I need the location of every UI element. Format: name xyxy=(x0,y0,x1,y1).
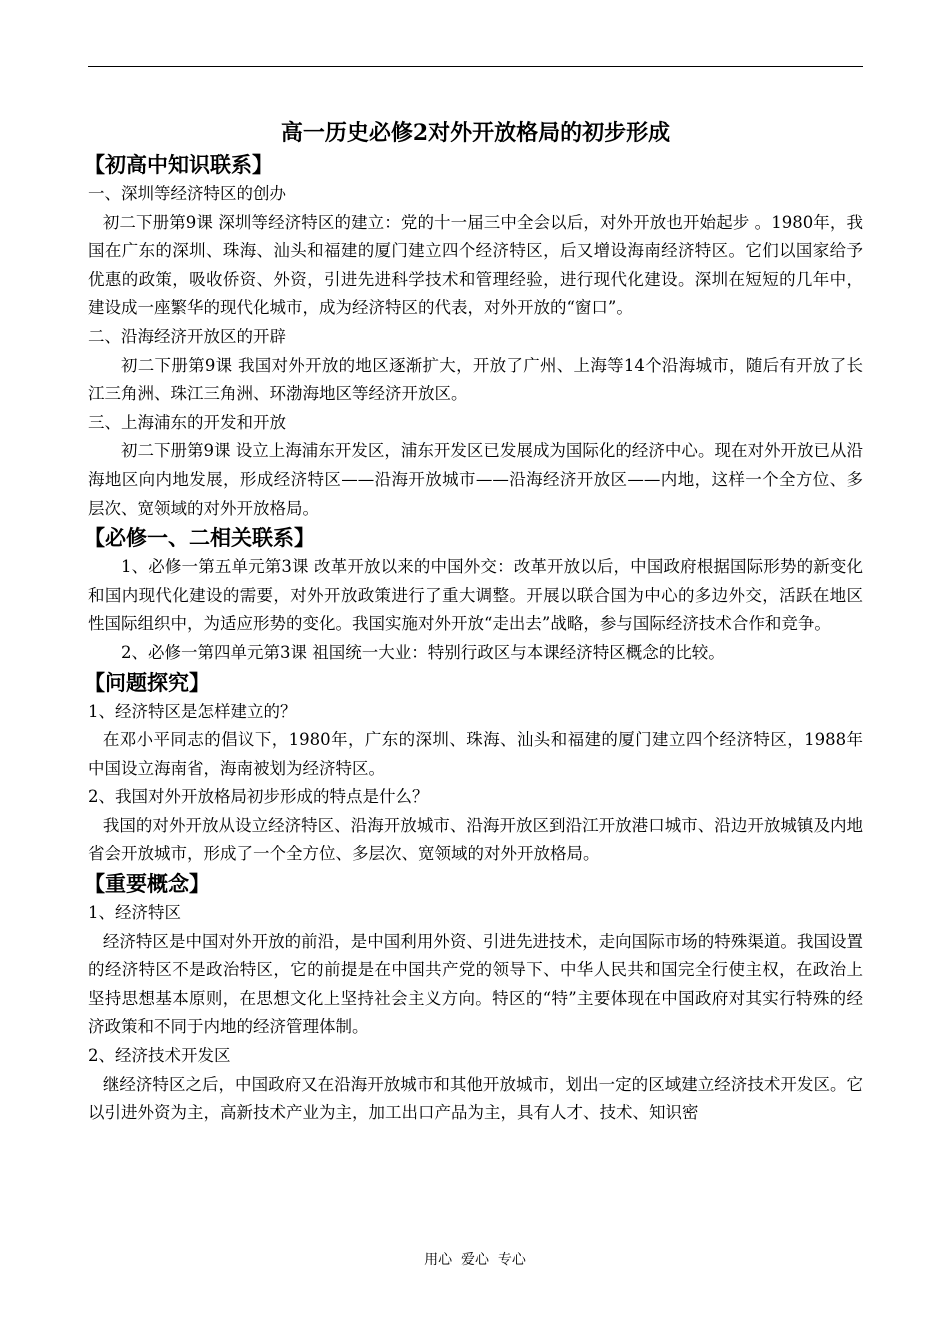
section-heading: 【必修一、二相关联系】 xyxy=(84,525,315,551)
item-text: 初二下册第9课 深圳等经济特区的建立：党的十一届三中全会以后，对外开放也开始起步 。1980年，我国在广东的深圳、珠海、汕头和福建的厦门建立四个经济特区，后又增设海南经济特区。它们以国家给予优惠的政策，吸收侨资、外资，引进先进科学技术和管理经验，进行现代化建设。深圳在短短的几年中，建设成一座繁华的现代化城市，成为经济特区的代表，对外开放的“窗口”。 xyxy=(88,212,863,318)
concept-text: 经济特区是中国对外开放的前沿，是中国利用外资、引进先进技术，走向国际市场的特殊渠道。我国设置的经济特区不是政治特区，它的前提是在中国共产党的领导下、中华人民共和国完全行使主权，在政治上坚持思想基本原则，在思想文化上坚持社会主义方向。特区的“特”主要体现在中国政府对其实行特殊的经济政策和不同于内地的经济管理体制。 xyxy=(88,931,863,1037)
item-label: 二、沿海经济开放区的开辟 xyxy=(88,326,286,346)
item-text: 初二下册第9课 我国对外开放的地区逐渐扩大，开放了广州、上海等14个沿海城市，随后有开放了长江三角洲、珠江三角洲、环渤海地区等经济开放区。 xyxy=(88,355,863,404)
item-label: 一、深圳等经济特区的创办 xyxy=(88,184,286,203)
concept-label: 2、经济技术开发区 xyxy=(88,1046,231,1066)
section-heading: 【重要概念】 xyxy=(84,871,210,897)
concept-label: 1、经济特区 xyxy=(88,903,181,923)
paragraph: 1、必修一第五单元第3课 改革开放以来的中国外交：改革开放以后，中国政府根据国际形势的新变化和国内现代化建设的需要，对外开放政策进行了重大调整。开展以联合国为中心的多边外交，活跃在地区性国际组织中，为适应形势的变化。我国实施对外开放“走出去”战略，参与国际经济技术合作和竞争。 xyxy=(88,557,863,634)
section-heading: 【问题探究】 xyxy=(84,669,210,695)
paragraph: 2、必修一第四单元第3课 祖国统一大业：特别行政区与本课经济特区概念的比较。 xyxy=(121,642,725,662)
answer-text: 我国的对外开放从设立经济特区、沿海开放城市、沿海开放区到沿江开放港口城市、沿边开放城镇及内地省会开放城市，形成了一个全方位、多层次、宽领域的对外开放格局。 xyxy=(88,815,863,864)
document-body xyxy=(84,118,863,1128)
item-label: 三、上海浦东的开发和开放 xyxy=(88,412,286,432)
answer-text: 在邓小平同志的倡议下，1980年，广东的深圳、珠海、汕头和福建的厦门建立四个经济特区，1988年中国设立海南省，海南被划为经济特区。 xyxy=(88,730,863,778)
question-label: 1、经济特区是怎样建立的？ xyxy=(88,701,297,721)
item-text: 初二下册第9课 设立上海浦东开发区，浦东开发区已发展成为国际化的经济中心。现在对外开放已从沿海地区向内地发展，形成经济特区——沿海开放城市——沿海经济开放区——内地，这样一个全方位、多层次、宽领域的对外开放格局。 xyxy=(88,441,863,518)
page-footer: 用心 爱心 专心 xyxy=(424,1252,526,1268)
concept-text: 继经济特区之后，中国政府又在沿海开放城市和其他开放城市，划出一定的区域建立经济技术开发区。它以引进外资为主，高新技术产业为主，加工出口产品为主，具有人才、技术、知识密 xyxy=(88,1074,863,1123)
document-title: 高一历史必修2对外开放格局的初步形成 xyxy=(280,120,671,146)
question-label: 2、我国对外开放格局初步形成的特点是什么？ xyxy=(88,787,429,807)
section-heading: 【初高中知识联系】 xyxy=(84,152,273,177)
header-rule xyxy=(88,66,863,67)
